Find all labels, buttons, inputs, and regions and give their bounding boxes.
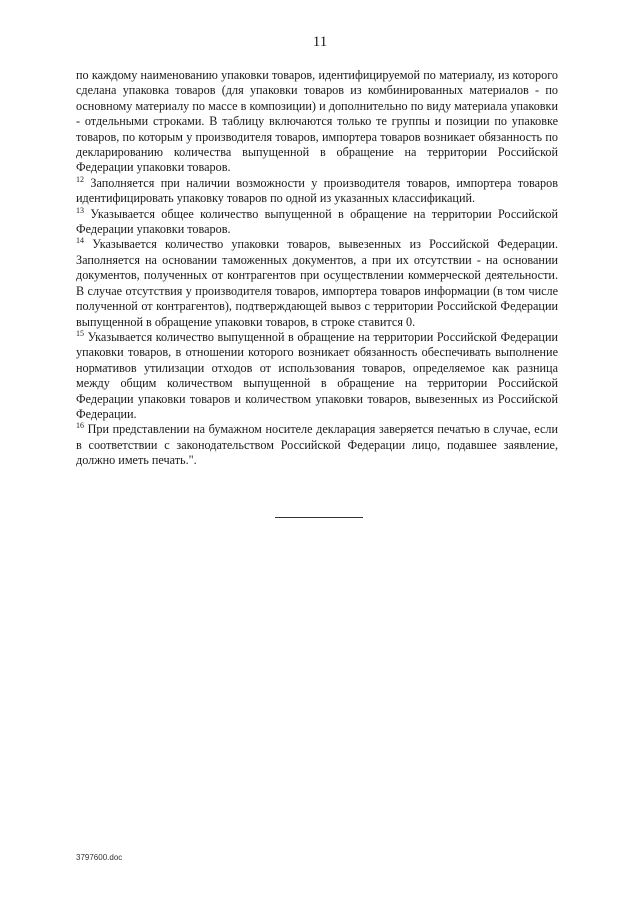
footnote-15 bbox=[76, 330, 558, 422]
end-separator-line bbox=[275, 517, 363, 518]
footnote-text: Заполняется при наличии возможности у производителя товаров, импортера товаров идентифицировать упаковку товаров по одной из указанных классификаций. bbox=[76, 175, 559, 206]
footnote-number: 13 bbox=[76, 205, 84, 215]
footnote-number: 14 bbox=[76, 236, 84, 246]
footnote-text: При представлении на бумажном носителе декларация заверяется печатью в случае, если в соответствии с законодательством Российской Федерации лицо, подавшее заявление, должно иметь печать.". bbox=[76, 422, 558, 468]
intro-paragraph: по каждому наименованию упаковки товаров, идентифицируемой по материалу, из которого сделана упаковка товаров (для упаковки товаров из комбинированных материалов - по основному материалу по массе в композиции) и дополнительно по виду материала упаковки - отдельными строками. В таблицу включаются только те группы и позиции по упаковке товаров, по которым у производителя товаров, импортера товаров возникает обязанность по декларированию количества выпущенной в обращение на территории Российской Федерации упаковки товаров. bbox=[76, 68, 558, 175]
footnote-number: 16 bbox=[76, 421, 84, 431]
footnote-16 bbox=[76, 422, 558, 468]
page-number: 11 bbox=[312, 34, 328, 50]
document-body bbox=[76, 68, 558, 469]
footnote-number: 15 bbox=[76, 328, 84, 338]
footnote-text: Указывается количество выпущенной в обращение на территории Российской Федерации упаковки товаров, в отношении которого возникает обязанность обеспечивать выполнение нормативов утилизации отходов от использования товаров, определяемое как разница между общим количеством выпущенной в обращение на территории Российской Федерации упаковки товаров и количеством упаковки товаров, вывезенных из Российской Федерации. bbox=[76, 329, 559, 421]
footnote-text: Указывается количество упаковки товаров, вывезенных из Российской Федерации. Заполняется на основании таможенных документов, а при их отсутствии - на основании документов, полученных от контрагентов при осуществлении коммерческой деятельности. В случае отсутствия у производителя товаров, импортера товаров информации (в том числе полученной от контрагентов), подтверждающей вывоз с территории Российской Федерации выпущенной в обращение упаковки товаров, в строке ставится 0. bbox=[76, 237, 558, 329]
footnote-number: 12 bbox=[76, 174, 84, 184]
file-name-footer: 3797600.doc bbox=[76, 853, 123, 862]
footnote-13 bbox=[76, 207, 558, 238]
footnote-14 bbox=[76, 237, 558, 329]
footnote-12 bbox=[76, 176, 558, 207]
footnote-text: Указывается общее количество выпущенной в обращение на территории Российской Федерации упаковки товаров. bbox=[76, 206, 559, 237]
